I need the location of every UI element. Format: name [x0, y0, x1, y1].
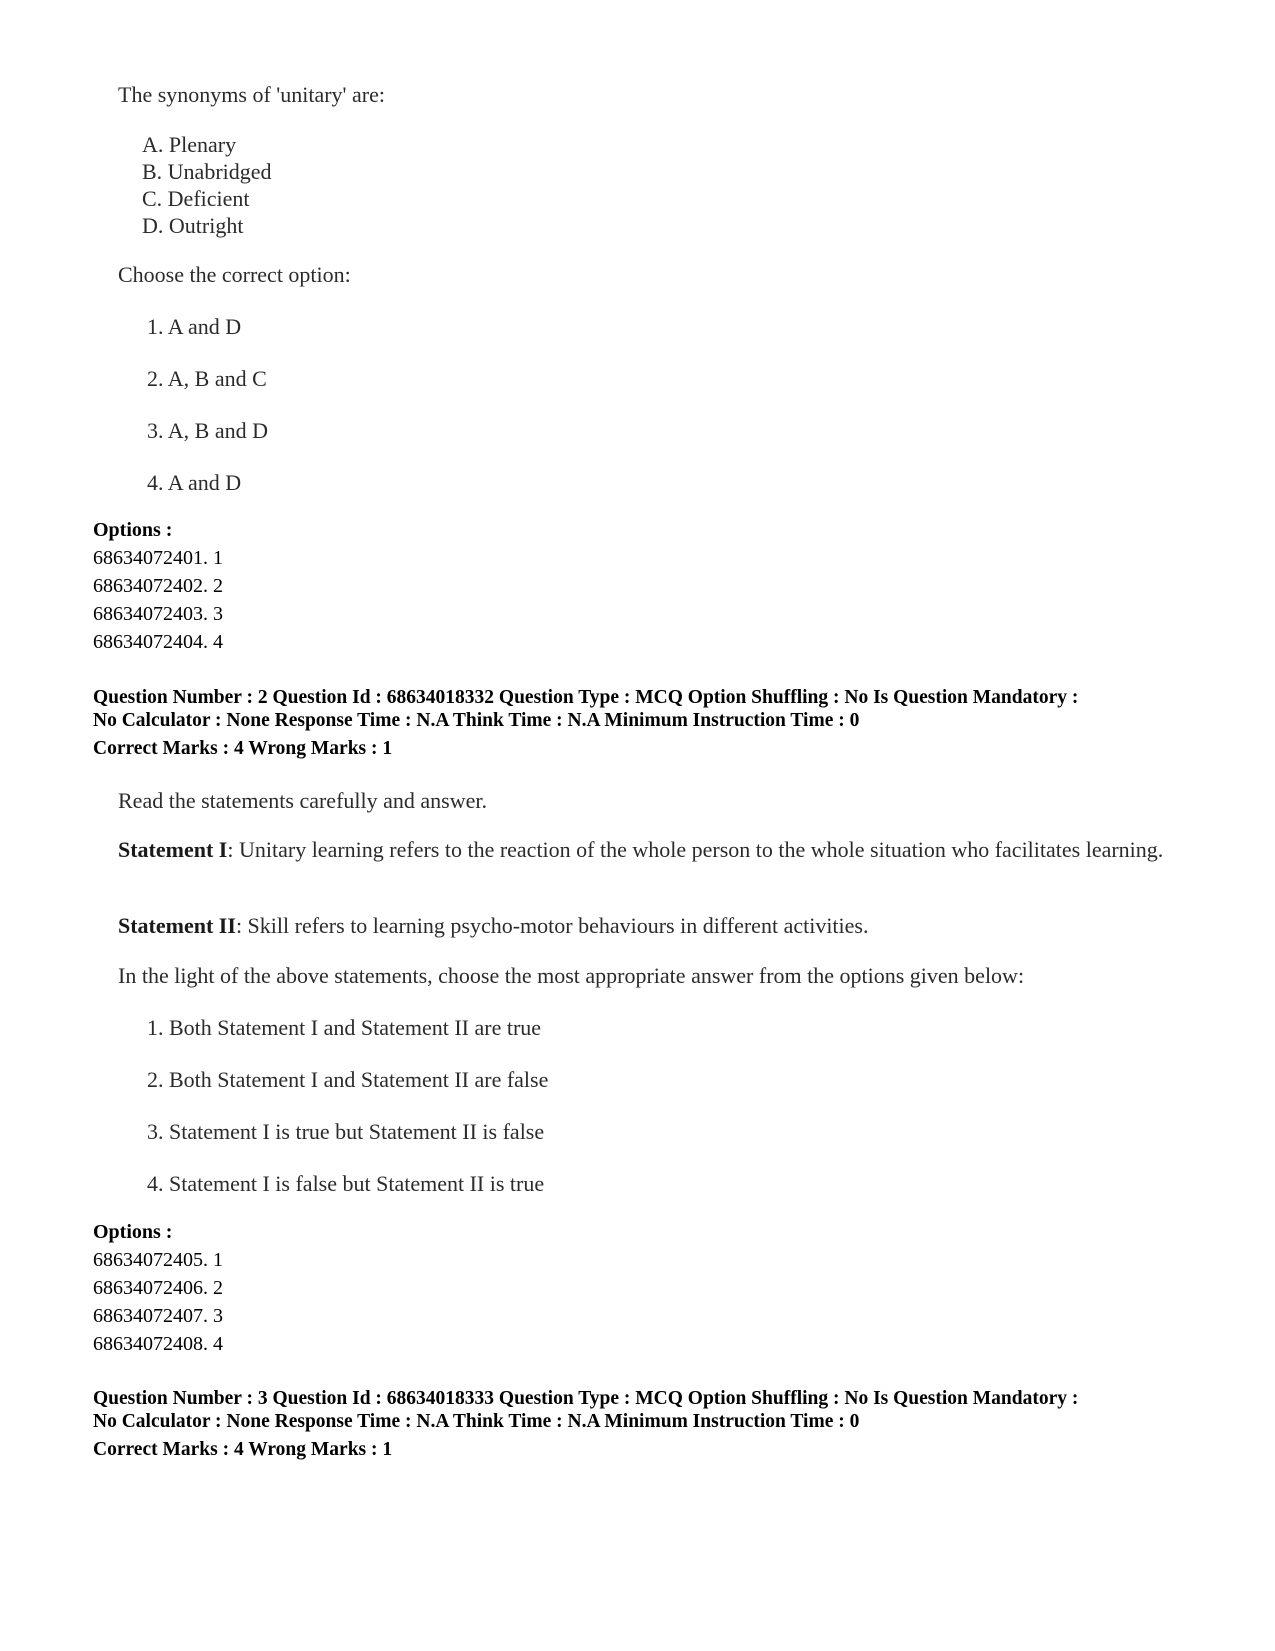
q2-instruction: In the light of the above statements, choose the most appropriate answer from the options given below: — [118, 963, 1025, 988]
q1-item-d: D. Outright — [142, 213, 244, 238]
q2-option-4: 68634072408. 4 — [93, 1333, 223, 1355]
q2-meta-line-1: Question Number : 2 Question Id : 68634018332 Question Type : MCQ Option Shuffling : No Is Question Mandatory : — [93, 687, 1079, 708]
q2-intro: Read the statements carefully and answer. — [118, 788, 487, 813]
q2-option-2: 68634072406. 2 — [93, 1277, 223, 1299]
q2-choice-4: 4. Statement I is false but Statement II is true — [147, 1171, 545, 1196]
q2-meta-line-2: No Calculator : None Response Time : N.A Think Time : N.A Minimum Instruction Time : 0 — [93, 710, 860, 731]
q2-statement-1-label: Statement I — [118, 837, 228, 862]
q2-statement-2-label: Statement II — [118, 913, 236, 938]
q1-option-2: 68634072402. 2 — [93, 575, 223, 597]
q1-choice-3: 3. A, B and D — [147, 418, 268, 443]
q1-option-3: 68634072403. 3 — [93, 603, 223, 625]
q2-option-1: 68634072405. 1 — [93, 1249, 223, 1271]
q1-options-label: Options : — [93, 519, 173, 541]
q2-statement-2-text: : Skill refers to learning psycho-motor behaviours in different activities. — [235, 913, 869, 938]
q1-item-a: A. Plenary — [142, 132, 237, 157]
q1-choice-4: 4. A and D — [147, 470, 242, 495]
q2-choice-1: 1. Both Statement I and Statement II are true — [147, 1015, 542, 1040]
q3-meta-line-3: Correct Marks : 4 Wrong Marks : 1 — [93, 1439, 393, 1460]
q2-meta-line-3: Correct Marks : 4 Wrong Marks : 1 — [93, 738, 393, 759]
q1-option-1: 68634072401. 1 — [93, 547, 223, 569]
q1-choice-2: 2. A, B and C — [147, 366, 267, 391]
q1-choice-1: 1. A and D — [147, 314, 242, 339]
q1-item-c: C. Deficient — [142, 186, 250, 211]
q1-item-b: B. Unabridged — [142, 159, 272, 184]
q2-choice-3: 3. Statement I is true but Statement II is false — [147, 1119, 545, 1144]
q2-choice-2: 2. Both Statement I and Statement II are false — [147, 1067, 549, 1092]
q3-meta-line-1: Question Number : 3 Question Id : 68634018333 Question Type : MCQ Option Shuffling : No Is Question Mandatory : — [93, 1388, 1079, 1409]
q1-stem: The synonyms of 'unitary' are: — [118, 82, 385, 107]
q2-statement-2 — [118, 912, 1188, 940]
q2-statement-1-text: : Unitary learning refers to the reaction of the whole person to the whole situation who facilitates learning. — [227, 837, 1164, 862]
q2-options-label: Options : — [93, 1221, 173, 1243]
q2-statement-1 — [118, 836, 1188, 864]
q2-option-3: 68634072407. 3 — [93, 1305, 223, 1327]
q1-option-4: 68634072404. 4 — [93, 631, 223, 653]
q1-prompt: Choose the correct option: — [118, 262, 351, 287]
q3-meta-line-2: No Calculator : None Response Time : N.A Think Time : N.A Minimum Instruction Time : 0 — [93, 1411, 860, 1432]
